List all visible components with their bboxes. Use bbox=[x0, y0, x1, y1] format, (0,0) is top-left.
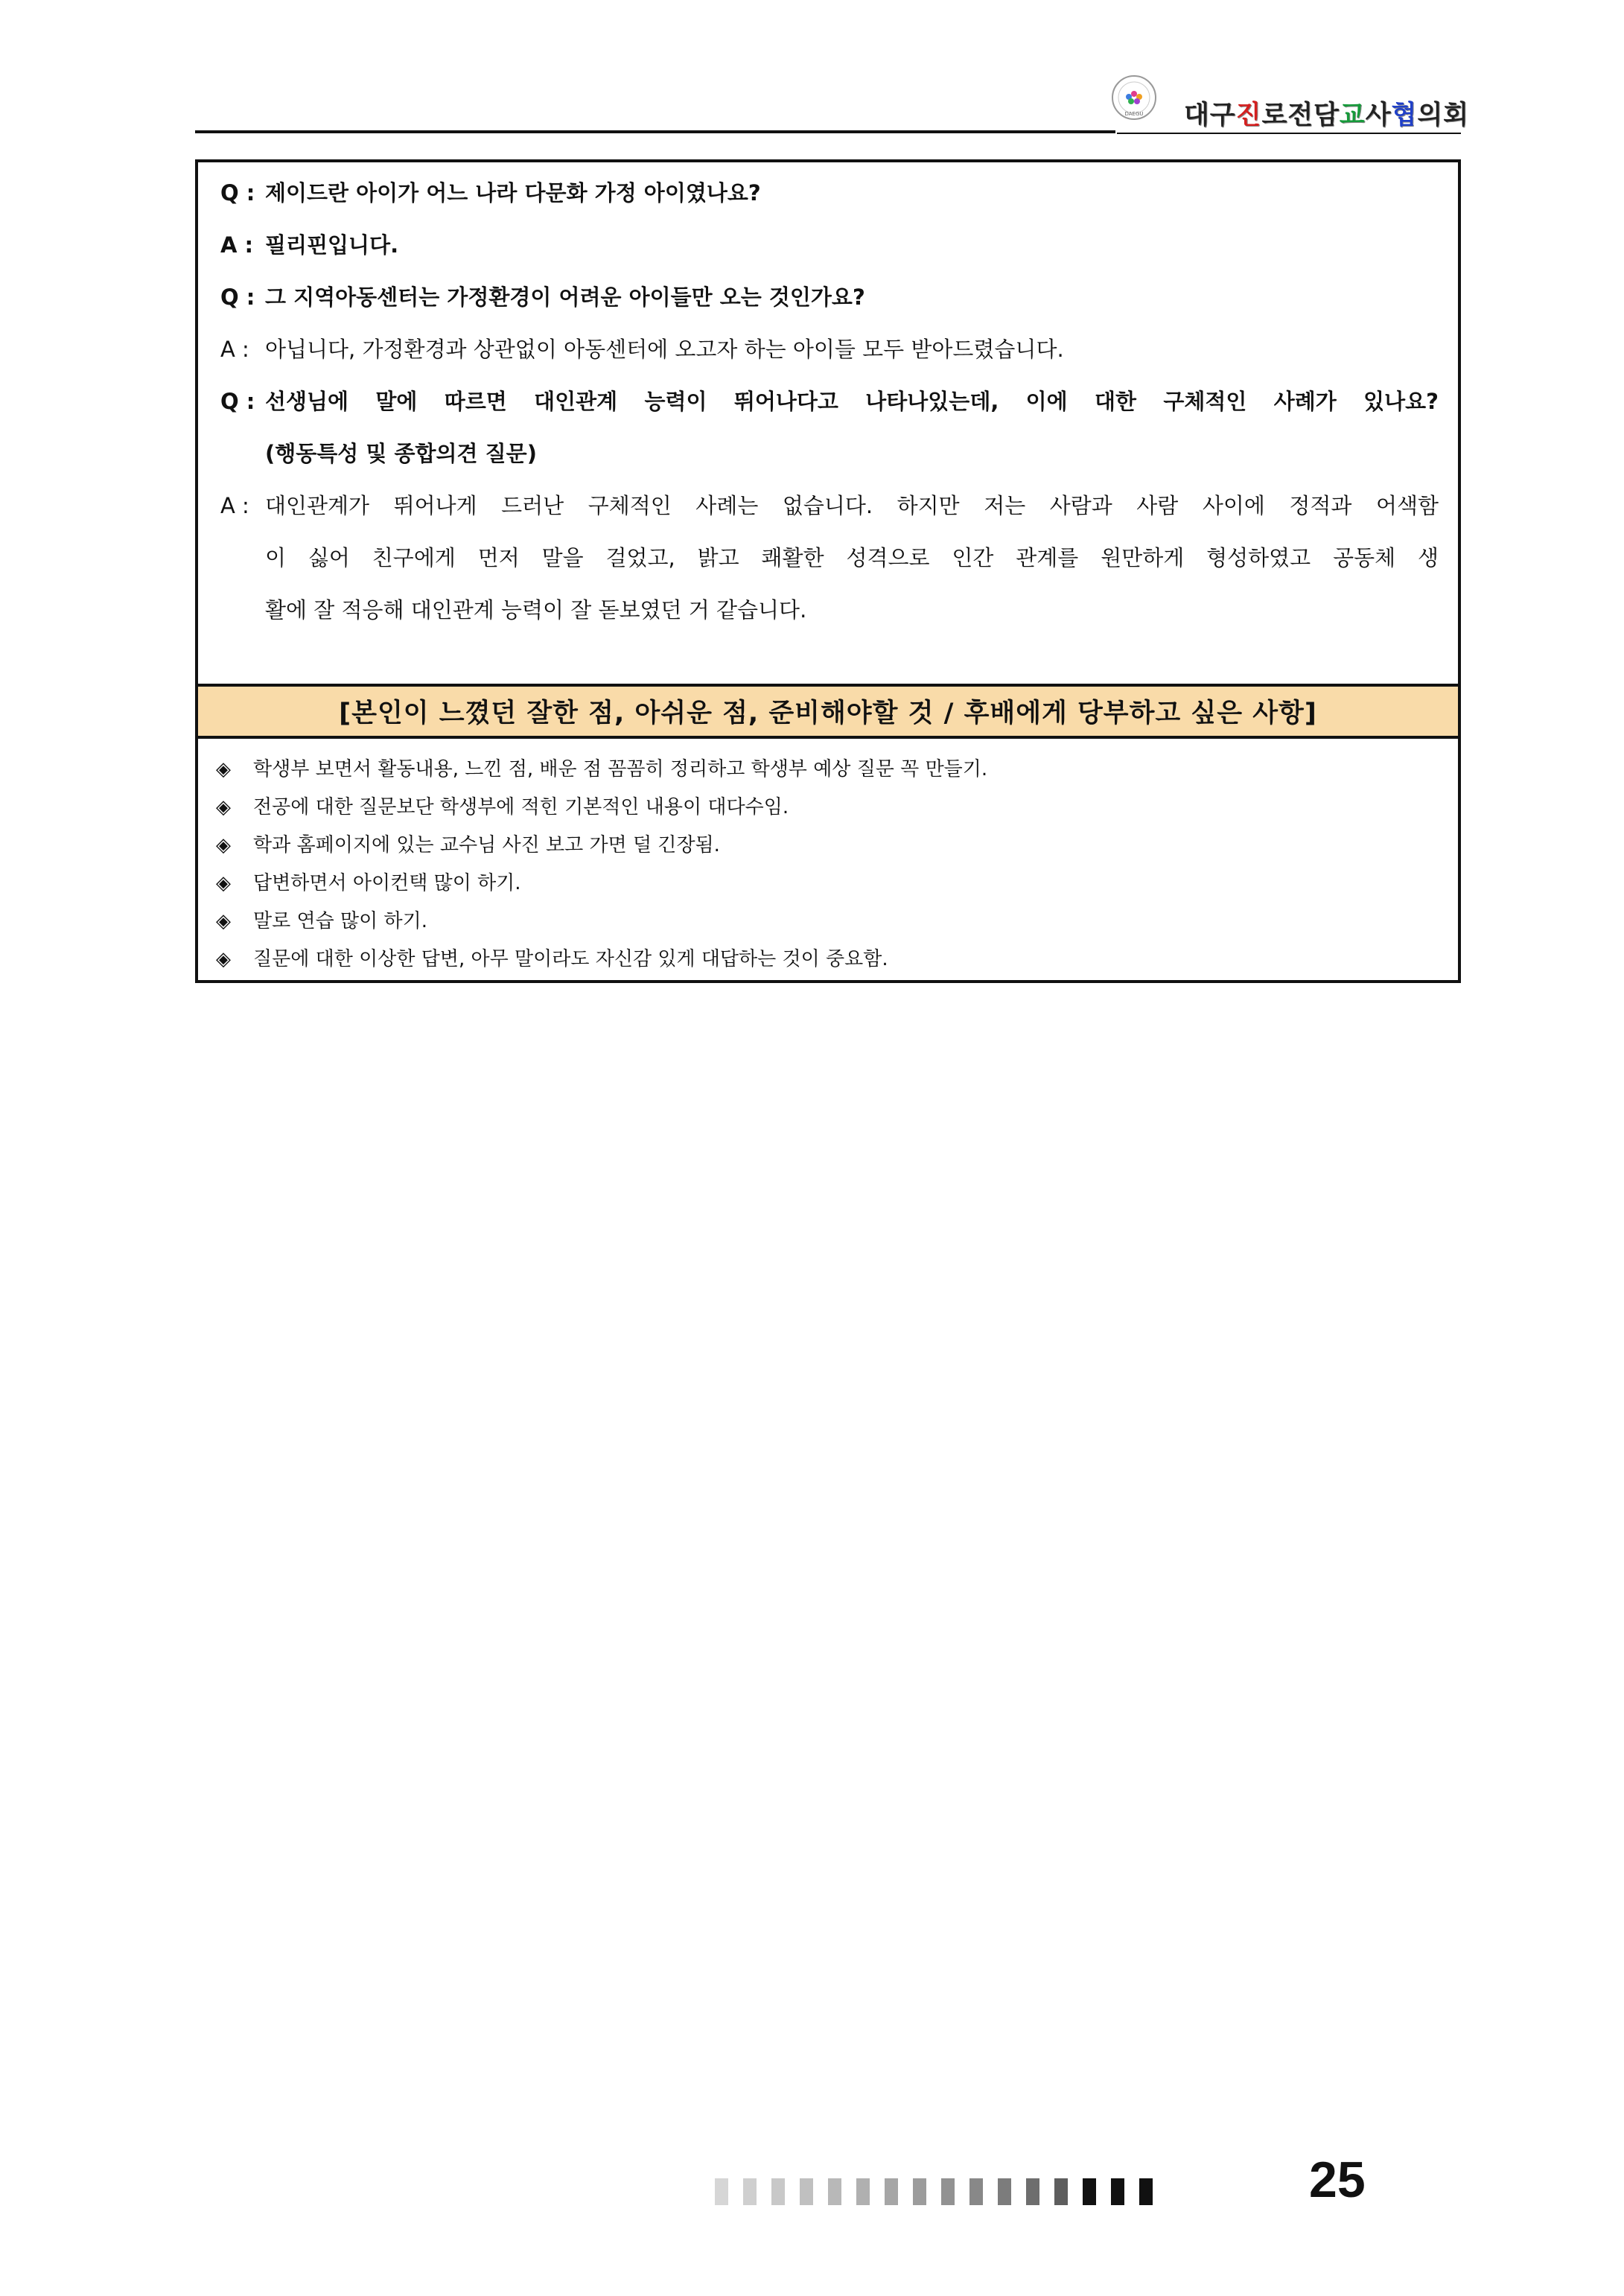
diamond-bullet-icon: ◈ bbox=[216, 948, 231, 970]
qa-row bbox=[220, 323, 1439, 375]
diamond-bullet-icon: ◈ bbox=[216, 834, 231, 856]
qa-row bbox=[220, 532, 1439, 584]
qa-prefix: Q : bbox=[220, 284, 255, 310]
page-progress-blocks bbox=[715, 2178, 1153, 2205]
pager-block bbox=[800, 2178, 813, 2205]
qa-prefix: Q : bbox=[220, 389, 255, 414]
tip-text: 답변하면서 아이컨택 많이 하기. bbox=[253, 872, 521, 894]
pager-block bbox=[913, 2178, 926, 2205]
qa-row bbox=[220, 584, 1439, 636]
qa-text: 선생님에 말에 따르면 대인관계 능력이 뛰어나다고 나타나있는데, 이에 대한 구체적인 사례가 있나요? bbox=[265, 389, 1439, 414]
qa-prefix bbox=[220, 427, 265, 480]
qa-prefix: Q : bbox=[220, 180, 255, 206]
qa-row bbox=[220, 427, 1439, 480]
qa-text: (행동특성 및 종합의견 질문) bbox=[265, 441, 537, 466]
pager-block bbox=[1054, 2178, 1068, 2205]
diamond-bullet-icon: ◈ bbox=[216, 910, 231, 932]
qa-prefix: A : bbox=[220, 493, 249, 518]
diamond-bullet-icon: ◈ bbox=[216, 872, 231, 894]
pager-block bbox=[998, 2178, 1011, 2205]
tip-text: 전공에 대한 질문보단 학생부에 적힌 기본적인 내용이 대다수임. bbox=[253, 796, 789, 818]
qa-text: 아닙니다, 가정환경과 상관없이 아동센터에 오고자 하는 아이들 모두 받아드렸습니다. bbox=[265, 337, 1064, 362]
qa-row bbox=[220, 219, 1439, 271]
tip-item bbox=[216, 903, 1443, 941]
pager-block bbox=[828, 2178, 841, 2205]
tip-item bbox=[216, 827, 1443, 865]
header-rule bbox=[195, 130, 1115, 133]
qa-text: 필리핀입니다. bbox=[265, 232, 399, 258]
qa-prefix bbox=[220, 532, 265, 584]
pager-block bbox=[885, 2178, 898, 2205]
qa-prefix bbox=[220, 584, 265, 636]
tip-text: 질문에 대한 이상한 답변, 아무 말이라도 자신감 있게 대답하는 것이 중요함. bbox=[253, 948, 888, 970]
pager-block bbox=[1139, 2178, 1153, 2205]
pager-block bbox=[1026, 2178, 1039, 2205]
header-rule-right bbox=[1117, 133, 1461, 134]
pager-block bbox=[941, 2178, 955, 2205]
interview-box bbox=[195, 159, 1461, 983]
qa-list bbox=[220, 167, 1439, 636]
council-logo-icon bbox=[1111, 74, 1157, 121]
organization-name: 대구진로전담교사협의회 bbox=[1184, 101, 1469, 130]
logo-text: DAEGU bbox=[1124, 111, 1144, 117]
tip-item bbox=[216, 789, 1443, 827]
pager-block bbox=[969, 2178, 983, 2205]
qa-text: 활에 잘 적응해 대인관계 능력이 잘 돋보였던 거 같습니다. bbox=[265, 597, 807, 623]
tip-text: 말로 연습 많이 하기. bbox=[253, 910, 427, 932]
qa-prefix: A : bbox=[220, 232, 254, 258]
pager-block bbox=[715, 2178, 728, 2205]
tip-text: 학생부 보면서 활동내용, 느낀 점, 배운 점 꼼꼼히 정리하고 학생부 예상 질문 꼭 만들기. bbox=[253, 758, 988, 780]
pager-block bbox=[1083, 2178, 1096, 2205]
pager-block bbox=[1111, 2178, 1124, 2205]
qa-row bbox=[220, 375, 1439, 427]
pager-block bbox=[771, 2178, 785, 2205]
pager-block bbox=[743, 2178, 757, 2205]
pager-block bbox=[856, 2178, 870, 2205]
qa-text: 제이드란 아이가 어느 나라 다문화 가정 아이였나요? bbox=[265, 180, 761, 206]
tip-item bbox=[216, 751, 1443, 789]
page-number: 25 bbox=[1309, 2152, 1366, 2208]
qa-row bbox=[220, 271, 1439, 323]
section-title: [본인이 느꼈던 잘한 점, 아쉬운 점, 준비해야할 것 / 후배에게 당부하고 싶은 사항] bbox=[198, 684, 1458, 739]
tip-item bbox=[216, 865, 1443, 903]
tips-list bbox=[216, 751, 1443, 979]
tip-text: 학과 홈페이지에 있는 교수님 사진 보고 가면 덜 긴장됨. bbox=[253, 834, 720, 856]
tip-item bbox=[216, 941, 1443, 979]
qa-row bbox=[220, 480, 1439, 532]
qa-row bbox=[220, 167, 1439, 219]
qa-prefix: A : bbox=[220, 337, 249, 362]
qa-text: 대인관계가 뛰어나게 드러난 구체적인 사례는 없습니다. 하지만 저는 사람과 사람 사이에 정적과 어색함 bbox=[265, 493, 1439, 518]
qa-text: 이 싫어 친구에게 먼저 말을 걸었고, 밝고 쾌활한 성격으로 인간 관계를 원만하게 형성하였고 공동체 생 bbox=[265, 545, 1439, 570]
diamond-bullet-icon: ◈ bbox=[216, 796, 231, 818]
qa-text: 그 지역아동센터는 가정환경이 어려운 아이들만 오는 것인가요? bbox=[265, 284, 865, 310]
diamond-bullet-icon: ◈ bbox=[216, 758, 231, 780]
